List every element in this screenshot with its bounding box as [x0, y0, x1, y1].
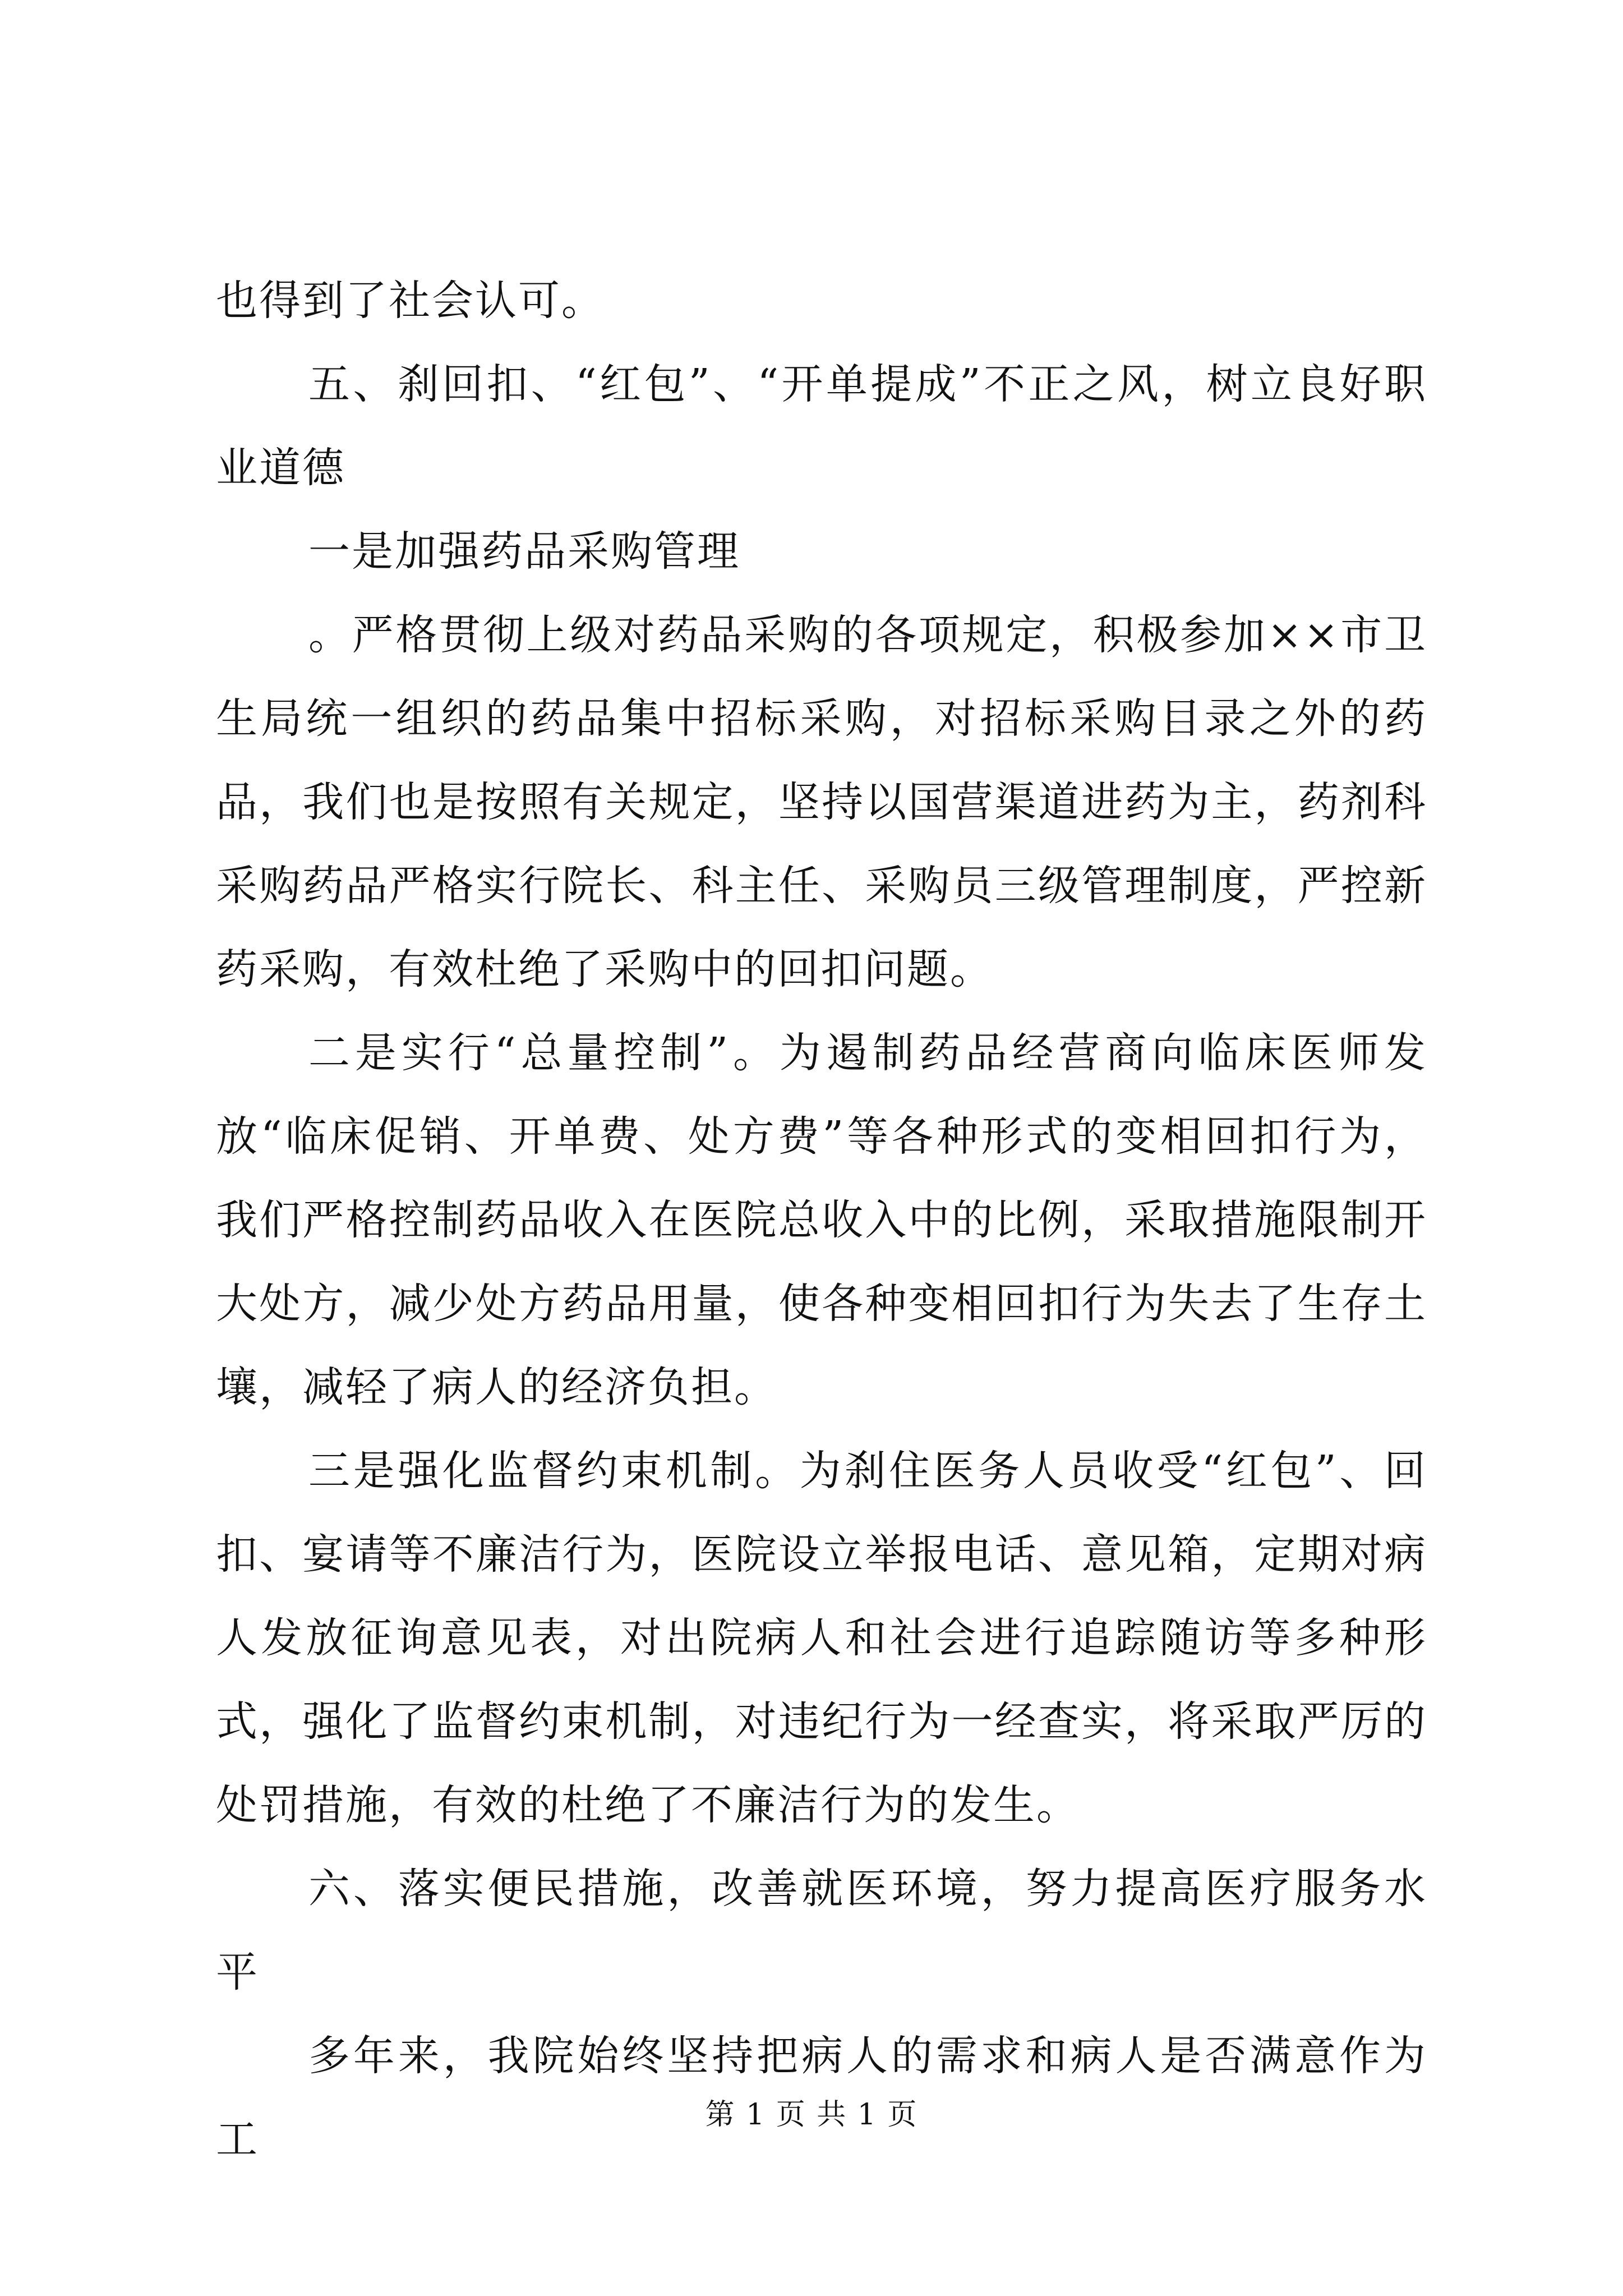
page-footer: 第 1 页 共 1 页 [705, 2098, 918, 2132]
paragraph-supervision: 三是强化监督约束机制。为刹住医务人员收受“红包”、回扣、宴请等不廉洁行为，医院设立举报电话、意见箱，定期对病人发放征询意见表，对出院病人和社会进行追踪随访等多种形式，强化了监督约束机制，对违纪行为一经查实，将采取严厉的处罚措施，有效的杜绝了不廉洁行为的发生。 [216, 1447, 1427, 1829]
subheading-drug-procurement: 一是加强药品采购管理 [308, 527, 740, 576]
paragraph-continuation: 也得到了社会认可。 [216, 277, 605, 325]
document-body [216, 259, 1427, 2182]
paragraph-patient-needs: 多年来，我院始终坚持把病人的需求和病人是否满意作为工 [216, 2032, 1427, 2164]
section-heading-five: 五、刹回扣、“红包”、“开单提成”不正之风，树立良好职业道德 [216, 360, 1427, 492]
paragraph-total-control: 二是实行“总量控制”。为遏制药品经营商向临床医师发放“临床促销、开单费、处方费”等各种形式的变相回扣行为，我们严格控制药品收入在医院总收入中的比例，采取措施限制开大处方，减少处方药品用量，使各种变相回扣行为失去了生存土壤，减轻了病人的经济负担。 [216, 1029, 1427, 1411]
section-heading-six: 六、落实便民措施，改善就医环境，努力提高医疗服务水平 [216, 1865, 1427, 1996]
paragraph-procurement: 。严格贯彻上级对药品采购的各项规定，积极参加××市卫生局统一组织的药品集中招标采购，对招标采购目录之外的药品，我们也是按照有关规定，坚持以国营渠道进药为主，药剂科采购药品严格实行院长、科主任、采购员三级管理制度，严控新药采购，有效杜绝了采购中的回扣问题。 [216, 611, 1427, 993]
